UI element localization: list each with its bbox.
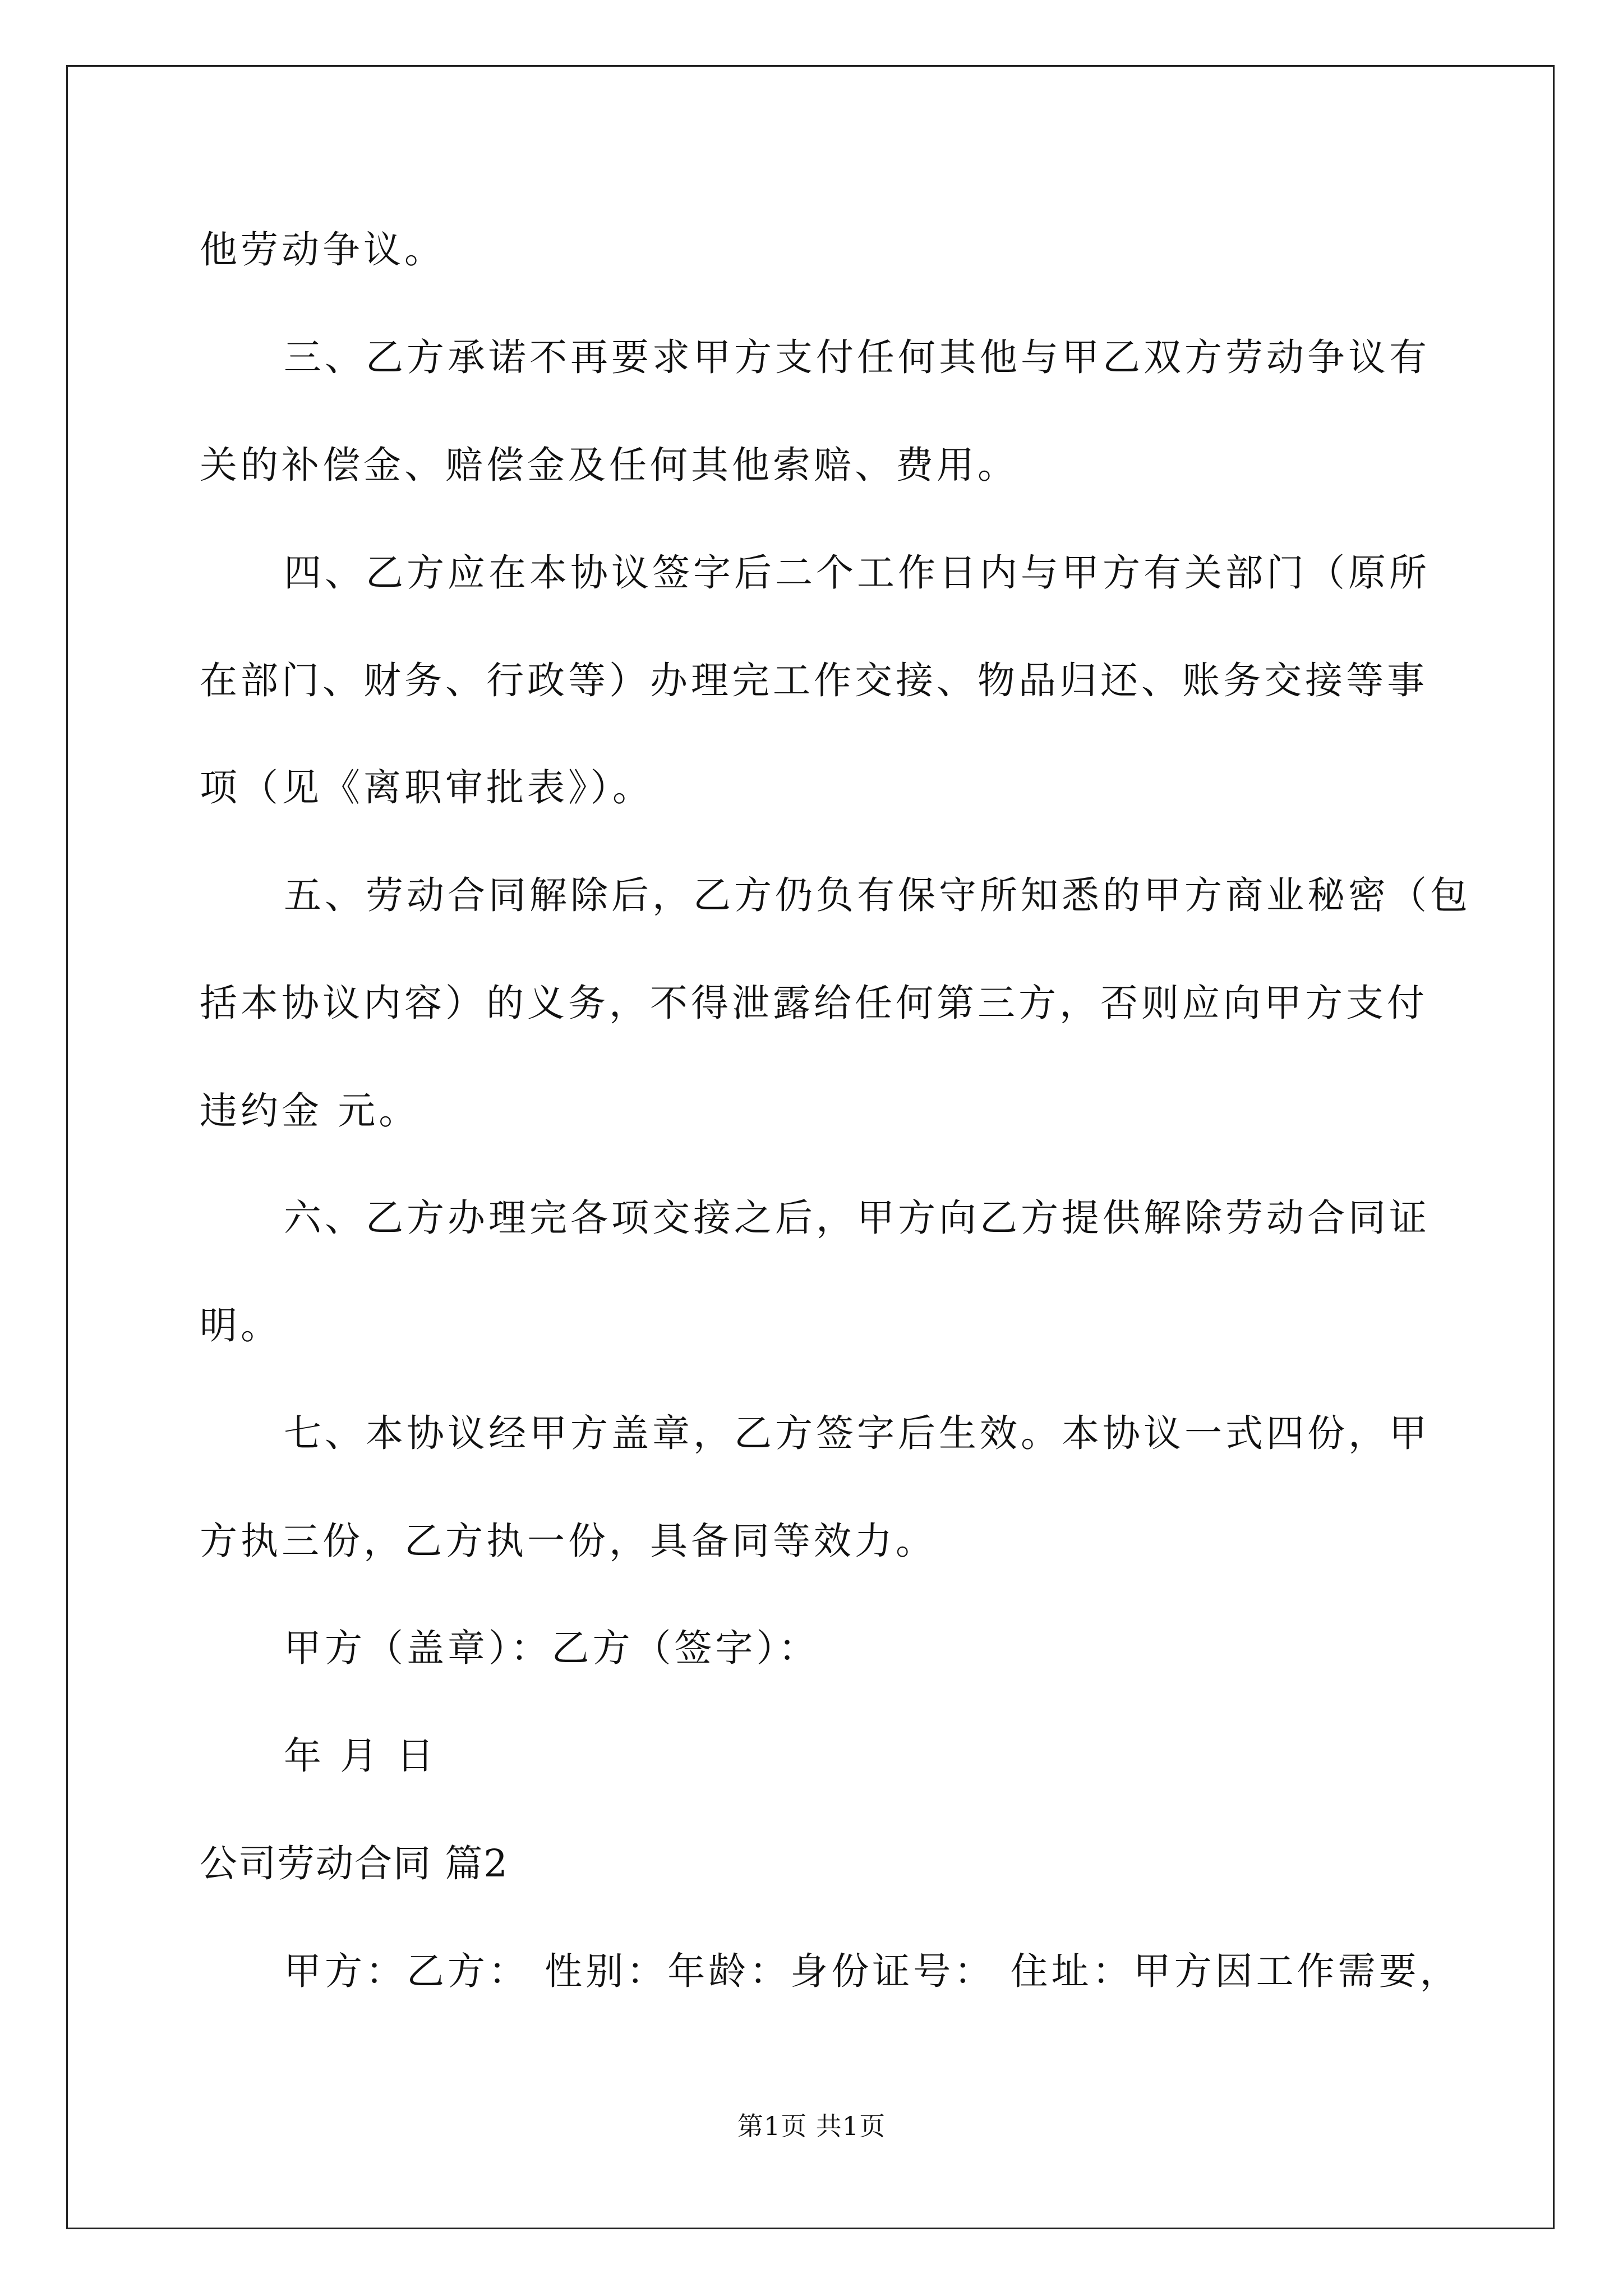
paragraph-line: 明。 <box>200 1304 282 1347</box>
paragraph-line: 五、劳动合同解除后，乙方仍负有保守所知悉的甲方商业秘密（包 <box>284 873 1471 917</box>
page-border <box>66 65 1555 2229</box>
section-title: 公司劳动合同 篇2 <box>200 1842 509 1885</box>
paragraph-line: 七、本协议经甲方盖章，乙方签字后生效。本协议一式四份，甲 <box>284 1411 1430 1455</box>
paragraph-line: 括本协议内容）的义务，不得泄露给任何第三方，否则应向甲方支付 <box>200 981 1428 1025</box>
paragraph-line: 甲方：乙方： 性别：年龄：身份证号： 住址：甲方因工作需要， <box>284 1949 1461 1993</box>
paragraph-line: 三、乙方承诺不再要求甲方支付任何其他与甲乙双方劳动争议有 <box>284 335 1430 379</box>
paragraph-line: 在部门、财务、行政等）办理完工作交接、物品归还、账务交接等事 <box>200 659 1428 702</box>
signature-line: 甲方（盖章）：乙方（签字）： <box>284 1626 819 1670</box>
paragraph-line: 项（见《离职审批表》）。 <box>200 766 653 809</box>
paragraph-line: 他劳动争议。 <box>200 228 445 272</box>
paragraph-line: 四、乙方应在本协议签字后二个工作日内与甲方有关部门（原所 <box>284 551 1430 595</box>
paragraph-line: 关的补偿金、赔偿金及任何其他索赔、费用。 <box>200 443 1018 487</box>
paragraph-line: 方执三份，乙方执一份，具备同等效力。 <box>200 1519 937 1563</box>
paragraph-line: 违约金 元。 <box>200 1089 420 1133</box>
page-footer: 第1页 共1页 <box>737 2111 886 2141</box>
paragraph-line: 六、乙方办理完各项交接之后，甲方向乙方提供解除劳动合同证 <box>284 1196 1430 1240</box>
date-line: 年 月 日 <box>284 1734 437 1778</box>
